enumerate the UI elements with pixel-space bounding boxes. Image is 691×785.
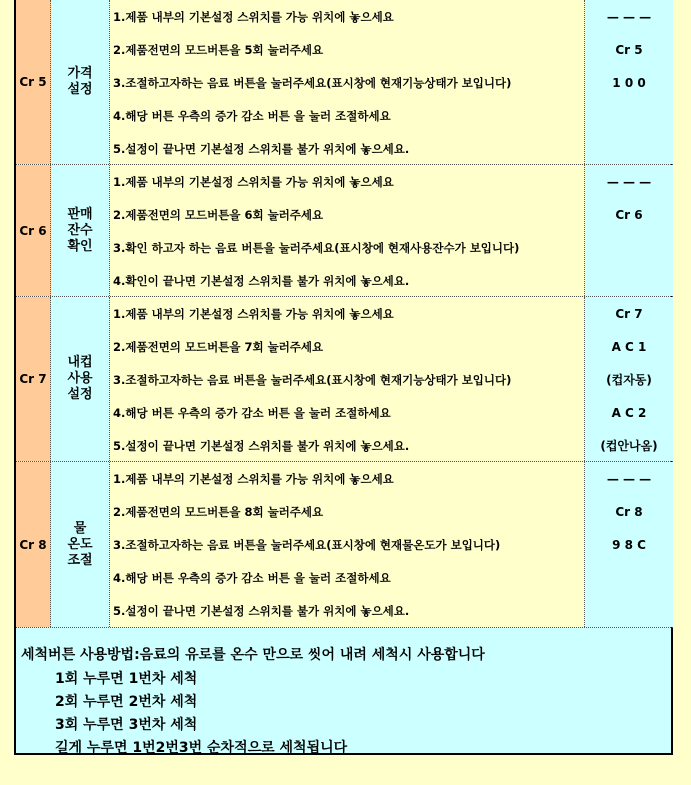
step-text: 4.해당 버튼 우측의 증가 감소 버튼 을 눌러 조절하세요 — [113, 571, 391, 585]
step-text: 1.제품 내부의 기본설정 스위치를 가능 위치에 놓으세요 — [113, 307, 394, 321]
step-text: 3.조절하고자하는 음료 버튼을 눌러주세요(표시창에 현재기능상태가 보입니다) — [113, 373, 512, 387]
display-value: Cr 8 — [615, 505, 643, 519]
step-text: 1.제품 내부의 기본설정 스위치를 가능 위치에 놓으세요 — [113, 175, 394, 189]
step-text: 2.제품전면의 모드버튼을 5회 눌러주세요 — [113, 43, 324, 57]
mode-name-line: 판매 — [67, 206, 93, 222]
display-value: — — — — [606, 10, 652, 24]
steps-column — [110, 462, 585, 627]
mode-name-line: 물 — [73, 520, 87, 536]
display-value: Cr 6 — [615, 208, 643, 222]
step-text: 3.확인 하고자 하는 음료 버튼을 눌러주세요(표시창에 현재사용잔수가 보입니다) — [113, 241, 520, 255]
mode-name-line: 확인 — [67, 238, 93, 254]
mode-name — [51, 0, 110, 164]
step-text: 5.설정이 끝나면 기본설정 스위치를 불가 위치에 놓으세요. — [113, 439, 410, 453]
mode-name-line: 설정 — [67, 387, 93, 402]
mode-code: Cr 8 — [16, 462, 51, 627]
display-values-column — [585, 165, 673, 296]
step-text: 5.설정이 끝나면 기본설정 스위치를 불가 위치에 놓으세요. — [113, 604, 410, 618]
mode-name-line: 가격 — [67, 66, 93, 81]
step-text: 1.제품 내부의 기본설정 스위치를 가능 위치에 놓으세요 — [113, 472, 394, 486]
step-text: 2.제품전면의 모드버튼을 7회 눌러주세요 — [113, 340, 324, 354]
display-values-column — [585, 462, 673, 627]
display-value: 1 0 0 — [612, 76, 646, 90]
section-cr5 — [16, 0, 673, 165]
mode-name-line: 설정 — [67, 82, 93, 97]
section-cr7 — [16, 297, 673, 462]
display-values-column — [585, 0, 673, 164]
display-values-column — [585, 297, 673, 461]
wash-item: 길게 누루면 1번2번3번 순차적으로 세척됩니다 — [55, 740, 348, 756]
wash-item: 2회 누루면 2번차 세척 — [55, 694, 198, 710]
display-value: 9 8 C — [612, 538, 646, 552]
display-value: A C 2 — [611, 406, 647, 420]
mode-name-line: 사용 — [67, 371, 93, 386]
step-text: 3.조절하고자하는 음료 버튼을 눌러주세요(표시창에 현재기능상태가 보입니다) — [113, 76, 512, 90]
mode-name-line: 잔수 — [67, 222, 93, 238]
section-cr6 — [16, 165, 673, 297]
display-value: (컵자동) — [606, 373, 652, 387]
mode-code: Cr 5 — [16, 0, 51, 164]
display-value: — — — — [606, 472, 652, 486]
mode-name — [51, 462, 110, 627]
display-value: Cr 5 — [615, 43, 643, 57]
step-text: 2.제품전면의 모드버튼을 8회 눌러주세요 — [113, 505, 324, 519]
mode-name — [51, 297, 110, 461]
mode-name-line: 내컵 — [67, 355, 93, 370]
wash-title: 세척버튼 사용방법:음료의 유로를 온수 만으로 씻어 내려 세척시 사용합니다 — [21, 647, 485, 663]
display-value: Cr 7 — [615, 307, 643, 321]
wash-item: 1회 누루면 1번차 세척 — [55, 671, 198, 687]
mode-name-line: 조절 — [67, 552, 93, 568]
wash-item: 3회 누루면 3번차 세척 — [55, 717, 198, 733]
mode-code: Cr 7 — [16, 297, 51, 461]
step-text: 1.제품 내부의 기본설정 스위치를 가능 위치에 놓으세요 — [113, 10, 394, 24]
step-text: 4.해당 버튼 우측의 증가 감소 버튼 을 눌러 조절하세요 — [113, 406, 391, 420]
document-frame — [14, 0, 673, 755]
step-text: 4.확인이 끝나면 기본설정 스위치를 불가 위치에 놓으세요. — [113, 274, 410, 288]
display-value: — — — — [606, 175, 652, 189]
display-value: A C 1 — [611, 340, 647, 354]
mode-name-line: 온도 — [67, 536, 93, 552]
steps-column — [110, 0, 585, 164]
step-text: 5.설정이 끝나면 기본설정 스위치를 불가 위치에 놓으세요. — [113, 142, 410, 156]
mode-name — [51, 165, 110, 296]
step-text: 3.조절하고자하는 음료 버튼을 눌러주세요(표시창에 현재물온도가 보입니다) — [113, 538, 501, 552]
section-cr8 — [16, 462, 673, 628]
display-value: (컵안나옴) — [600, 439, 658, 453]
mode-code: Cr 6 — [16, 165, 51, 296]
steps-column — [110, 297, 585, 461]
step-text: 2.제품전면의 모드버튼을 6회 눌러주세요 — [113, 208, 324, 222]
step-text: 4.해당 버튼 우측의 증가 감소 버튼 을 눌러 조절하세요 — [113, 109, 391, 123]
steps-column — [110, 165, 585, 296]
